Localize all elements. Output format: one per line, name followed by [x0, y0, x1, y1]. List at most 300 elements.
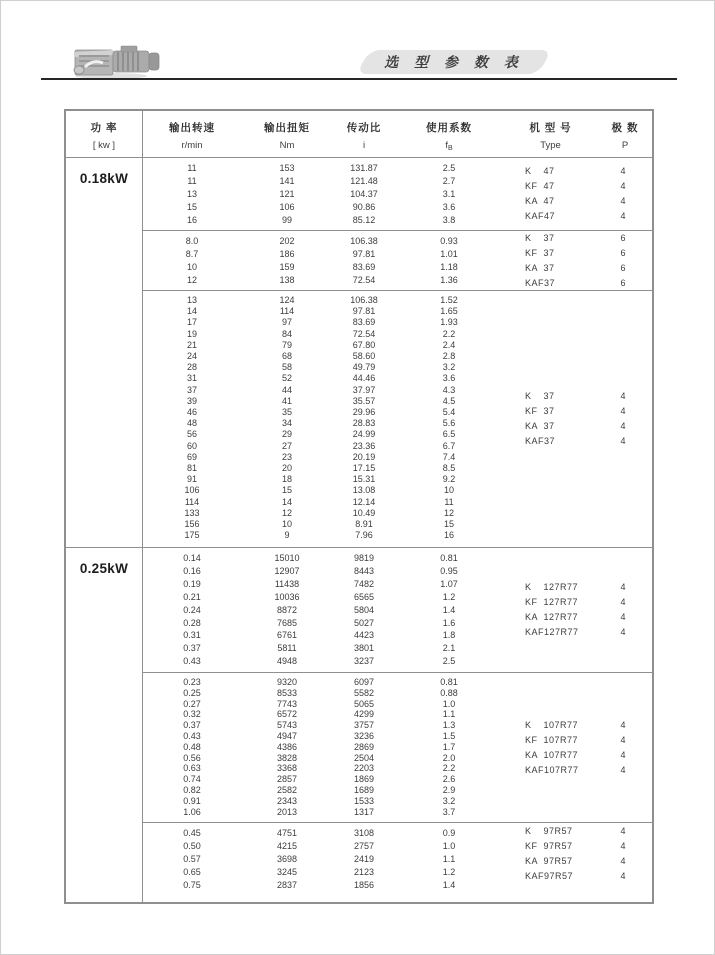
service-factor-value: 1.2: [442, 867, 456, 877]
type-row: [503, 595, 652, 610]
poles-value: 4: [620, 421, 626, 431]
header-type-unit: Type: [540, 140, 561, 151]
output-torque-value: 8872: [276, 604, 298, 615]
output-speed-value: 0.21: [183, 591, 201, 602]
header-speed-cn: 输出转速: [169, 122, 215, 134]
data-row: [143, 763, 503, 774]
type-row: [503, 824, 652, 839]
output-speed-value: 17: [186, 317, 197, 328]
poles-value: 4: [620, 840, 626, 851]
type-list: [503, 823, 652, 902]
service-factor-value: 1.52: [440, 295, 458, 305]
output-torque-value: 4751: [276, 828, 298, 838]
header-ratio: [333, 111, 395, 157]
ratio-value: 1317: [353, 806, 375, 817]
output-speed-value: 8.7: [185, 249, 199, 259]
service-factor-value: 1.65: [440, 306, 458, 317]
service-factor-value: 6.7: [442, 440, 456, 451]
output-speed-value: 0.48: [183, 741, 201, 752]
ratio-value: 20.19: [352, 451, 376, 462]
data-rows: [143, 823, 503, 902]
data-row: [143, 774, 503, 785]
data-row: [143, 853, 503, 866]
header-factor-unit-sub: B: [447, 145, 453, 152]
poles-value: 6: [620, 277, 626, 288]
ratio-value: 5027: [353, 617, 375, 628]
type-row: [503, 869, 652, 884]
data-row: [143, 295, 503, 306]
page-title-badge: [363, 50, 545, 74]
output-speed-value: 0.23: [183, 677, 201, 687]
output-torque-value: 14: [281, 496, 292, 507]
model-type-value: KF 37: [525, 406, 555, 416]
output-torque-value: 27: [281, 440, 292, 451]
ratio-value: 2869: [353, 741, 375, 752]
data-row: [143, 362, 503, 373]
gearmotor-photo-icon: [71, 43, 164, 79]
table-block: [143, 673, 652, 823]
ratio-value: 90.86: [352, 202, 376, 212]
data-row: [143, 866, 503, 879]
type-row: [503, 419, 652, 434]
data-row: [143, 840, 503, 853]
output-speed-value: 0.57: [183, 854, 201, 864]
data-row: [143, 604, 503, 617]
output-torque-value: 2837: [276, 880, 298, 890]
model-type-value: KAF47: [525, 211, 556, 221]
output-speed-value: 46: [186, 407, 197, 418]
output-speed-value: 15: [186, 202, 197, 212]
output-speed-value: 13: [186, 189, 197, 199]
data-row: [143, 485, 503, 496]
data-row: [143, 655, 503, 668]
service-factor-value: 2.6: [442, 774, 456, 785]
data-row: [143, 742, 503, 753]
ratio-value: 1856: [353, 880, 375, 890]
power-label: 0.25kW: [66, 548, 143, 902]
type-list: [503, 673, 652, 822]
output-torque-value: 114: [279, 306, 295, 317]
service-factor-value: 1.36: [440, 275, 458, 285]
service-factor-value: 1.93: [440, 317, 458, 328]
ratio-value: 2203: [353, 763, 375, 774]
type-row: [503, 246, 652, 261]
data-row: [143, 306, 503, 317]
service-factor-value: 11: [444, 496, 454, 507]
output-torque-value: 8533: [276, 687, 298, 698]
type-row: [503, 404, 652, 419]
output-speed-value: 56: [186, 429, 197, 440]
ratio-value: 49.79: [352, 362, 376, 373]
output-speed-value: 114: [184, 496, 200, 507]
service-factor-value: 1.6: [442, 617, 456, 628]
output-speed-value: 81: [186, 463, 197, 474]
model-type-value: KA 37: [525, 421, 555, 431]
output-torque-value: 106: [279, 202, 295, 212]
output-speed-value: 0.74: [183, 774, 201, 785]
header-service-factor: [395, 111, 503, 157]
service-factor-value: 1.1: [442, 709, 456, 720]
data-row: [143, 188, 503, 201]
type-row: [503, 718, 652, 733]
header-rule: [41, 78, 677, 80]
type-row: [503, 748, 652, 763]
type-row: [503, 580, 652, 595]
service-factor-value: 2.0: [442, 752, 456, 763]
data-row: [143, 753, 503, 764]
output-speed-value: 0.24: [183, 604, 201, 615]
type-row: [503, 194, 652, 209]
output-torque-value: 2343: [276, 795, 298, 806]
output-torque-value: 4215: [276, 841, 298, 851]
model-type-value: KA 107R77: [525, 749, 579, 760]
header-poles: [598, 111, 652, 157]
output-speed-value: 21: [186, 339, 197, 350]
header-poles-unit: P: [621, 140, 629, 151]
table-block: [143, 158, 652, 231]
output-speed-value: 1.06: [183, 806, 201, 817]
ratio-value: 83.69: [352, 317, 376, 328]
output-torque-value: 68: [281, 351, 292, 362]
ratio-value: 2757: [353, 841, 375, 851]
service-factor-value: 2.5: [442, 163, 456, 173]
output-speed-value: 13: [186, 295, 197, 305]
ratio-value: 6097: [353, 677, 375, 687]
data-row: [143, 396, 503, 407]
header-factor-unit-base: f: [445, 140, 448, 151]
data-row: [143, 175, 503, 188]
model-type-value: K 47: [525, 166, 555, 176]
model-type-value: K 37: [525, 232, 555, 243]
output-speed-value: 16: [186, 215, 197, 225]
ratio-value: 67.80: [352, 339, 376, 350]
output-speed-value: 0.19: [183, 578, 201, 589]
output-torque-value: 153: [279, 163, 295, 173]
table-block: [143, 291, 652, 547]
poles-value: 4: [620, 181, 626, 191]
service-factor-value: 2.9: [442, 784, 456, 795]
data-row: [143, 519, 503, 530]
ratio-value: 37.97: [352, 384, 376, 395]
output-torque-value: 12907: [274, 565, 300, 576]
service-factor-value: 1.8: [442, 630, 456, 641]
ratio-value: 2123: [353, 867, 375, 877]
output-speed-value: 0.56: [183, 752, 201, 763]
ratio-value: 104.37: [350, 189, 378, 199]
service-factor-value: 1.07: [440, 578, 458, 589]
type-row: [503, 389, 652, 404]
output-torque-value: 11438: [274, 578, 300, 589]
model-type-value: KAF107R77: [525, 764, 579, 775]
output-speed-value: 91: [186, 474, 197, 485]
service-factor-value: 1.0: [442, 698, 456, 709]
output-speed-value: 0.43: [183, 730, 201, 741]
output-torque-value: 29: [281, 429, 292, 440]
data-row: [143, 274, 503, 287]
data-rows: [143, 158, 503, 230]
output-speed-value: 175: [184, 530, 200, 541]
data-row: [143, 720, 503, 731]
ratio-value: 17.15: [352, 463, 376, 474]
data-row: [143, 530, 503, 541]
ratio-value: 97.81: [352, 249, 376, 259]
output-speed-value: 69: [186, 451, 197, 462]
poles-value: 6: [620, 232, 626, 243]
ratio-value: 7.96: [355, 530, 373, 541]
output-torque-value: 2857: [276, 774, 298, 785]
type-row: [503, 733, 652, 748]
output-torque-value: 58: [281, 362, 292, 373]
model-type-value: KF 97R57: [525, 840, 573, 851]
ratio-value: 2504: [353, 752, 375, 763]
output-speed-value: 12: [186, 275, 197, 285]
power-section: [66, 548, 652, 902]
data-row: [143, 879, 503, 892]
data-row: [143, 418, 503, 429]
model-type-value: KF 127R77: [525, 597, 579, 607]
service-factor-value: 3.8: [442, 215, 456, 225]
service-factor-value: 1.0: [442, 841, 456, 851]
data-row: [143, 463, 503, 474]
service-factor-value: 5.4: [442, 407, 456, 418]
ratio-value: 15.31: [352, 474, 376, 485]
service-factor-value: 3.2: [442, 362, 456, 373]
output-torque-value: 138: [279, 275, 295, 285]
data-row: [143, 827, 503, 840]
output-torque-value: 10: [281, 519, 292, 530]
service-factor-value: 1.4: [442, 604, 456, 615]
output-speed-value: 0.63: [183, 763, 201, 774]
ratio-value: 12.14: [352, 496, 376, 507]
output-torque-value: 99: [281, 215, 292, 225]
ratio-value: 1689: [353, 784, 375, 795]
output-torque-value: 4386: [276, 741, 298, 752]
output-speed-value: 19: [186, 328, 197, 339]
ratio-value: 3236: [353, 730, 375, 741]
header-model-type: [503, 111, 598, 157]
table-block: [143, 231, 652, 291]
output-speed-value: 0.14: [183, 553, 201, 563]
header-output-torque: [241, 111, 333, 157]
data-row: [143, 162, 503, 175]
output-speed-value: 0.82: [183, 784, 201, 795]
output-torque-value: 2582: [276, 784, 298, 795]
output-torque-value: 2013: [276, 806, 298, 817]
service-factor-value: 2.1: [442, 643, 456, 654]
model-type-value: K 127R77: [525, 582, 579, 592]
output-speed-value: 0.16: [183, 565, 201, 576]
output-torque-value: 141: [279, 176, 295, 186]
type-row: [503, 610, 652, 625]
output-torque-value: 4947: [276, 730, 298, 741]
output-speed-value: 133: [184, 507, 200, 518]
power-section: [66, 158, 652, 548]
service-factor-value: 1.1: [442, 854, 456, 864]
header-power-unit: [ kw ]: [92, 140, 116, 151]
output-speed-value: 0.27: [183, 698, 201, 709]
model-type-value: K 37: [525, 391, 555, 401]
data-row: [143, 373, 503, 384]
ratio-value: 97.81: [352, 306, 376, 317]
ratio-value: 85.12: [352, 215, 376, 225]
data-row: [143, 235, 503, 248]
data-row: [143, 552, 503, 565]
output-speed-value: 10: [186, 262, 197, 272]
model-type-value: K 107R77: [525, 719, 579, 730]
type-row: [503, 231, 652, 246]
output-speed-value: 0.28: [183, 617, 201, 628]
table-block: [143, 823, 652, 902]
type-row: [503, 625, 652, 640]
table-body: [66, 158, 652, 902]
poles-value: 4: [620, 406, 626, 416]
service-factor-value: 0.9: [442, 828, 456, 838]
output-torque-value: 12: [281, 507, 292, 518]
service-factor-value: 8.5: [442, 463, 456, 474]
service-factor-value: 5.6: [442, 418, 456, 429]
table-header-row: [66, 111, 652, 158]
header-type-cn: 机 型 号: [529, 122, 572, 134]
output-torque-value: 84: [281, 328, 292, 339]
data-rows: [143, 291, 503, 547]
ratio-value: 7482: [353, 578, 375, 589]
ratio-value: 131.87: [350, 163, 378, 173]
output-speed-value: 0.25: [183, 687, 201, 698]
data-row: [143, 497, 503, 508]
output-speed-value: 48: [186, 418, 197, 429]
output-torque-value: 41: [281, 395, 292, 406]
output-speed-value: 28: [186, 362, 197, 373]
section-blocks: [143, 548, 652, 902]
data-row: [143, 642, 503, 655]
model-type-value: KF 47: [525, 181, 555, 191]
poles-value: 4: [620, 825, 626, 836]
header-power-cn: 功 率: [90, 122, 118, 134]
ratio-value: 4299: [353, 709, 375, 720]
output-torque-value: 44: [281, 384, 292, 395]
data-row: [143, 248, 503, 261]
type-row: [503, 164, 652, 179]
output-torque-value: 9: [284, 530, 290, 541]
header-ratio-cn: 传动比: [346, 122, 382, 134]
ratio-value: 9819: [353, 553, 375, 563]
service-factor-value: 7.4: [442, 451, 456, 462]
output-torque-value: 3828: [276, 752, 298, 763]
type-row: [503, 276, 652, 291]
output-speed-value: 11: [187, 176, 197, 186]
output-speed-value: 14: [186, 306, 197, 317]
model-type-value: KA 37: [525, 262, 555, 273]
poles-value: 4: [620, 719, 626, 730]
data-row: [143, 429, 503, 440]
data-row: [143, 452, 503, 463]
output-speed-value: 60: [186, 440, 197, 451]
header-ratio-unit: i: [362, 140, 366, 151]
output-speed-value: 37: [186, 384, 197, 395]
data-row: [143, 591, 503, 604]
data-row: [143, 677, 503, 688]
output-torque-value: 186: [279, 249, 295, 259]
ratio-value: 3237: [353, 656, 375, 667]
poles-value: 4: [620, 870, 626, 881]
type-row: [503, 839, 652, 854]
model-type-value: KA 47: [525, 196, 555, 206]
output-torque-value: 6761: [276, 630, 298, 641]
service-factor-value: 2.5: [442, 656, 456, 667]
ratio-value: 72.54: [352, 328, 376, 339]
type-list: [503, 158, 652, 230]
selection-parameter-table: [64, 109, 654, 904]
ratio-value: 1533: [353, 795, 375, 806]
poles-value: 6: [620, 262, 626, 273]
data-row: [143, 201, 503, 214]
output-speed-value: 31: [186, 373, 197, 384]
ratio-value: 83.69: [352, 262, 376, 272]
data-row: [143, 699, 503, 710]
data-rows: [143, 548, 503, 672]
service-factor-value: 10: [443, 485, 454, 496]
poles-value: 4: [620, 612, 626, 622]
header-output-speed: [143, 111, 241, 157]
ratio-value: 4423: [353, 630, 375, 641]
header-power: [66, 111, 143, 157]
service-factor-value: 16: [443, 530, 454, 541]
service-factor-value: 1.4: [442, 880, 456, 890]
service-factor-value: 1.18: [440, 262, 458, 272]
output-torque-value: 15: [281, 485, 292, 496]
output-torque-value: 3698: [276, 854, 298, 864]
data-row: [143, 785, 503, 796]
data-row: [143, 807, 503, 818]
model-type-value: K 97R57: [525, 825, 573, 836]
data-row: [143, 565, 503, 578]
output-speed-value: 106: [184, 485, 200, 496]
poles-value: 4: [620, 749, 626, 760]
header-torque-unit: Nm: [279, 140, 295, 151]
data-row: [143, 214, 503, 227]
output-torque-value: 124: [279, 295, 295, 305]
data-row: [143, 629, 503, 642]
poles-value: 4: [620, 855, 626, 866]
data-row: [143, 688, 503, 699]
output-speed-value: 0.91: [183, 795, 201, 806]
service-factor-value: 2.4: [442, 339, 456, 350]
ratio-value: 106.38: [350, 295, 378, 305]
service-factor-value: 3.7: [442, 806, 456, 817]
type-row: [503, 434, 652, 449]
poles-value: 4: [620, 166, 626, 176]
data-row: [143, 351, 503, 362]
ratio-value: 8443: [353, 565, 375, 576]
output-speed-value: 0.75: [183, 880, 201, 890]
ratio-value: 5804: [353, 604, 375, 615]
type-list: [503, 291, 652, 547]
table-block: [143, 548, 652, 673]
ratio-value: 13.08: [352, 485, 376, 496]
service-factor-value: 2.2: [442, 763, 456, 774]
data-row: [143, 340, 503, 351]
data-row: [143, 474, 503, 485]
service-factor-value: 0.95: [440, 565, 458, 576]
output-speed-value: 0.50: [183, 841, 201, 851]
ratio-value: 121.48: [350, 176, 378, 186]
output-torque-value: 18: [281, 474, 292, 485]
ratio-value: 5065: [353, 698, 375, 709]
service-factor-value: 1.01: [440, 249, 458, 259]
data-row: [143, 407, 503, 418]
output-speed-value: 0.31: [183, 630, 201, 641]
ratio-value: 3108: [353, 828, 375, 838]
